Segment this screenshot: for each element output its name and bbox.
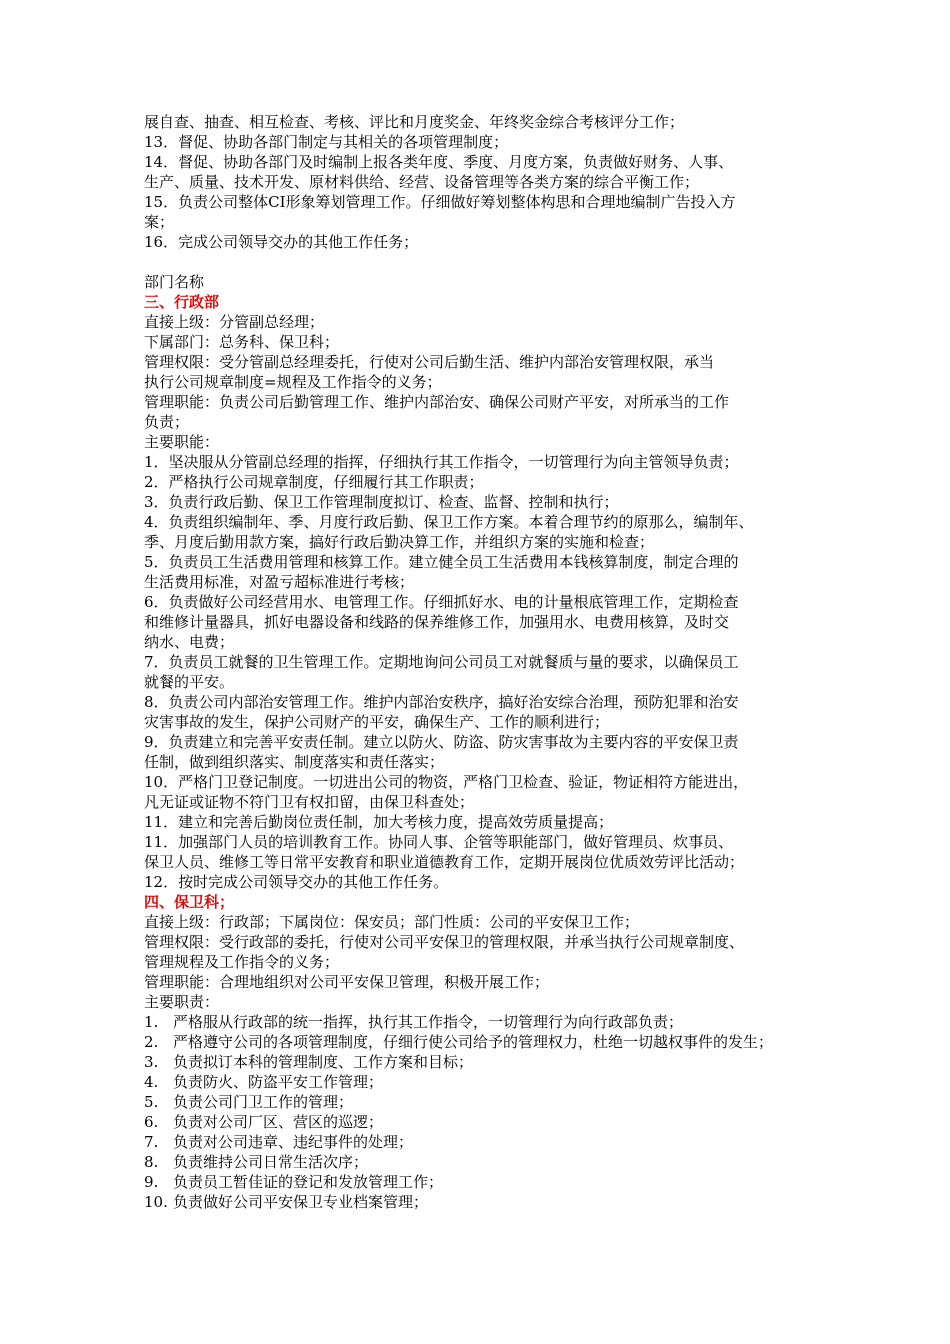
list-text: 负责防火、防盗平安工作管理； — [173, 1073, 384, 1091]
paragraph-line: 15．负责公司整体CI形象筹划管理工作。仔细做好筹划整体构思和合理地编制广告投入方 — [144, 193, 736, 211]
paragraph-line: 13．督促、协助各部门制定与其相关的各项管理制度； — [144, 133, 509, 151]
paragraph-line: 9．负责建立和完善平安责任制。建立以防火、防盗、防灾害事故为主要内容的平安保卫责 — [144, 733, 739, 751]
list-number: 5. — [144, 1093, 159, 1111]
paragraph-line: 下属部门：总务科、保卫科； — [144, 333, 340, 351]
paragraph-line: 2．严格执行公司规章制度，仔细履行其工作职责； — [144, 473, 484, 491]
document-page — [144, 112, 814, 1212]
paragraph-line: 6．负责做好公司经营用水、电管理工作。仔细抓好水、电的计量根底管理工作，定期检查 — [144, 593, 739, 611]
list-number: 4. — [144, 1073, 159, 1091]
list-number: 3. — [144, 1053, 159, 1071]
list-item — [144, 1012, 814, 1032]
list-number: 1. — [144, 1013, 159, 1031]
spacer — [144, 252, 814, 272]
paragraph-line: 管理权限：受行政部的委托，行使对公司平安保卫的管理权限，并承当执行公司规章制度、 — [144, 933, 745, 951]
paragraph-line: 季、月度后勤用款方案，搞好行政后勤决算工作，并组织方案的实施和检查； — [144, 533, 655, 551]
list-item — [144, 1112, 814, 1132]
list-item — [144, 1132, 814, 1152]
paragraph-line: 生活费用标准，对盈亏超标准进行考核； — [144, 573, 415, 591]
paragraph-line: 7．负责员工就餐的卫生管理工作。定期地询问公司员工对就餐质与量的要求，以确保员工 — [144, 653, 739, 671]
paragraph-line: 直接上级：行政部；下属岗位：保安员；部门性质：公司的平安保卫工作； — [144, 913, 640, 931]
paragraph-line: 管理权限：受分管副总经理委托，行使对公司后勤生活、维护内部治安管理权限，承当 — [144, 353, 715, 371]
list-text: 负责拟订本科的管理制度、工作方案和目标； — [173, 1053, 474, 1071]
paragraph-line: 8．负责公司内部治安管理工作。维护内部治安秩序，搞好治安综合治理，预防犯罪和治安 — [144, 693, 739, 711]
paragraph-line: 16．完成公司领导交办的其他工作任务； — [144, 233, 419, 251]
list-item — [144, 1172, 814, 1192]
paragraph-line: 11．加强部门人员的培训教育工作。协同人事、企管等职能部门，做好管理员、炊事员、 — [144, 833, 734, 851]
paragraph-line: 纳水、电费； — [144, 633, 235, 651]
paragraph-line: 12．按时完成公司领导交办的其他工作任务。 — [144, 873, 449, 891]
paragraph-line: 主要职能： — [144, 433, 220, 451]
section-heading-security: 四、保卫科； — [144, 893, 235, 911]
list-number: 7. — [144, 1133, 159, 1151]
list-item — [144, 1032, 814, 1052]
list-item — [144, 1072, 814, 1092]
list-text: 严格服从行政部的统一指挥，执行其工作指令，一切管理行为向行政部负责； — [173, 1013, 684, 1031]
paragraph-line: 管理职能：合理地组织对公司平安保卫管理，积极开展工作； — [144, 973, 550, 991]
paragraph-line: 11．建立和完善后勤岗位责任制，加大考核力度，提高效劳质量提高； — [144, 813, 614, 831]
paragraph-line: 3．负责行政后勤、保卫工作管理制度拟订、检查、监督、控制和执行； — [144, 493, 619, 511]
paragraph-line: 1．坚决服从分管副总经理的指挥，仔细执行其工作指令，一切管理行为向主管领导负责； — [144, 453, 739, 471]
paragraph-line: 14．督促、协助各部门及时编制上报各类年度、季度、月度方案，负责做好财务、人事、 — [144, 153, 734, 171]
list-number: 10. — [144, 1193, 168, 1211]
paragraph-line: 就餐的平安。 — [144, 673, 235, 691]
list-text: 严格遵守公司的各项管理制度，仔细行使公司给予的管理权力，杜绝一切越权事件的发生； — [173, 1033, 774, 1051]
paragraph-line: 任制，做到组织落实、制度落实和责任落实； — [144, 753, 445, 771]
list-number: 8. — [144, 1153, 159, 1171]
paragraph-line: 管理职能：负责公司后勤管理工作、维护内部治安、确保公司财产平安，对所承当的工作 — [144, 393, 730, 411]
paragraph-line: 主要职责： — [144, 993, 220, 1011]
list-item — [144, 1192, 814, 1212]
list-item — [144, 1092, 814, 1112]
list-text: 负责做好公司平安保卫专业档案管理； — [173, 1193, 429, 1211]
section-heading-admin: 三、行政部 — [144, 293, 220, 311]
paragraph-line: 5．负责员工生活费用管理和核算工作。建立健全员工生活费用本钱核算制度，制定合理的 — [144, 553, 739, 571]
paragraph-line: 直接上级：分管副总经理； — [144, 313, 325, 331]
list-text: 负责对公司违章、违纪事件的处理； — [173, 1133, 414, 1151]
list-item — [144, 1052, 814, 1072]
paragraph-line: 灾害事故的发生，保护公司财产的平安，确保生产、工作的顺利进行； — [144, 713, 610, 731]
paragraph-line: 负责； — [144, 413, 190, 431]
paragraph-line: 10．严格门卫登记制度。一切进出公司的物资，严格门卫检查、验证，物证相符方能进出， — [144, 773, 749, 791]
paragraph-line: 生产、质量、技术开发、原材料供给、经营、设备管理等各类方案的综合平衡工作； — [144, 173, 700, 191]
paragraph-line: 保卫人员、维修工等日常平安教育和职业道德教育工作，定期开展岗位优质效劳评比活动； — [144, 853, 745, 871]
paragraph-line: 4．负责组织编制年、季、月度行政后勤、保卫工作方案。本着合理节约的原那么，编制年、 — [144, 513, 754, 531]
list-text: 负责员工暂佳证的登记和发放管理工作； — [173, 1173, 444, 1191]
paragraph-line: 案； — [144, 213, 175, 231]
list-number: 9. — [144, 1173, 159, 1191]
list-text: 负责对公司厂区、营区的巡逻； — [173, 1113, 384, 1131]
list-number: 2. — [144, 1033, 159, 1051]
paragraph-line: 管理规程及工作指令的义务； — [144, 953, 340, 971]
list-text: 负责公司门卫工作的管理； — [173, 1093, 354, 1111]
dept-label: 部门名称 — [144, 273, 205, 291]
paragraph-line: 凡无证或证物不符门卫有权扣留，由保卫科查处； — [144, 793, 475, 811]
paragraph-line: 展自查、抽查、相互检查、考核、评比和月度奖金、年终奖金综合考核评分工作； — [144, 113, 685, 131]
list-number: 6. — [144, 1113, 159, 1131]
paragraph-line: 和维修计量器具，抓好电器设备和线路的保养维修工作，加强用水、电费用核算，及时交 — [144, 613, 730, 631]
paragraph-line: 执行公司规章制度=规程及工作指令的义务； — [144, 373, 442, 391]
list-text: 负责维持公司日常生活次序； — [173, 1153, 369, 1171]
list-item — [144, 1152, 814, 1172]
